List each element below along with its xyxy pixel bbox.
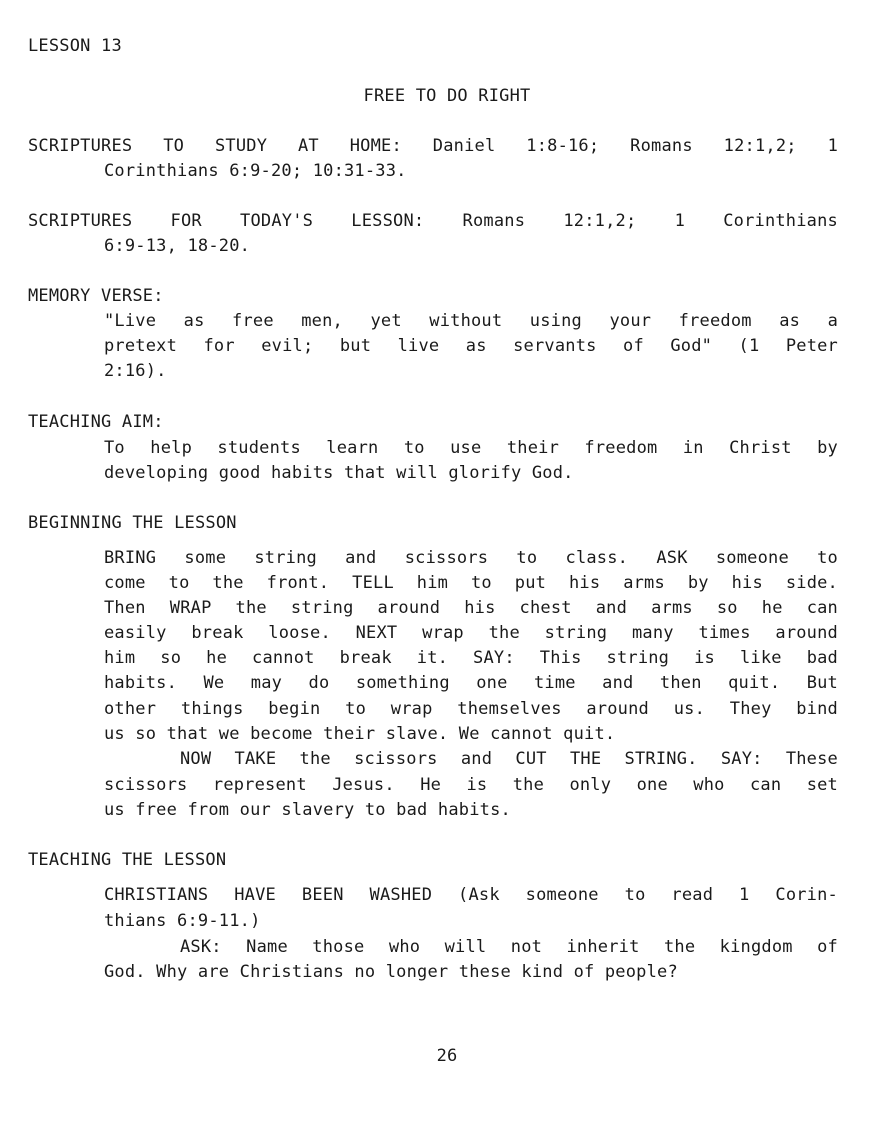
beginning-line: NOW TAKE the scissors and CUT THE STRING. SAY: These <box>180 749 838 769</box>
teaching-aim-heading: TEACHING AIM: <box>28 412 164 432</box>
teaching-line: thians 6:9-11.) <box>104 911 261 931</box>
teaching-heading: TEACHING THE LESSON <box>28 850 227 870</box>
beginning-line: scissors represent Jesus. He is the only one who can set <box>104 775 838 795</box>
memory-verse-line: pretext for evil; but live as servants of God" (1 Peter <box>104 336 838 356</box>
teaching-line: God. Why are Christians no longer these kind of people? <box>104 962 678 982</box>
memory-verse-line: "Live as free men, yet without using your freedom as a <box>104 311 838 331</box>
todays-lesson-line-1: SCRIPTURES FOR TODAY'S LESSON: Romans 12:1,2; 1 Corinthians <box>28 211 838 231</box>
page-number: 26 <box>436 1046 458 1066</box>
teaching-line: ASK: Name those who will not inherit the kingdom of <box>180 937 838 957</box>
beginning-line: Then WRAP the string around his chest and arms so he can <box>104 598 838 618</box>
memory-verse-heading: MEMORY VERSE: <box>28 286 164 306</box>
study-at-home-line-1: SCRIPTURES TO STUDY AT HOME: Daniel 1:8-16; Romans 12:1,2; 1 <box>28 136 838 156</box>
beginning-line: habits. We may do something one time and then quit. But <box>104 673 838 693</box>
beginning-line: other things begin to wrap themselves around us. They bind <box>104 699 838 719</box>
todays-lesson-line-2: 6:9-13, 18-20. <box>104 236 251 256</box>
teaching-line: CHRISTIANS HAVE BEEN WASHED (Ask someone to read 1 Corin- <box>104 885 838 905</box>
beginning-line: BRING some string and scissors to class. ASK someone to <box>104 548 838 568</box>
beginning-line: us so that we become their slave. We cannot quit. <box>104 724 616 744</box>
lesson-label: LESSON 13 <box>28 36 122 56</box>
teaching-aim-line: developing good habits that will glorify God. <box>104 463 574 483</box>
beginning-line: easily break loose. NEXT wrap the string many times around <box>104 623 838 643</box>
memory-verse-line: 2:16). <box>104 361 167 381</box>
beginning-line: come to the front. TELL him to put his arms by his side. <box>104 573 838 593</box>
study-at-home-line-2: Corinthians 6:9-20; 10:31-33. <box>104 161 407 181</box>
teaching-aim-line: To help students learn to use their freedom in Christ by <box>104 438 838 458</box>
beginning-line: us free from our slavery to bad habits. <box>104 800 511 820</box>
beginning-heading: BEGINNING THE LESSON <box>28 513 237 533</box>
lesson-title: FREE TO DO RIGHT <box>363 86 531 106</box>
beginning-line: him so he cannot break it. SAY: This string is like bad <box>104 648 838 668</box>
